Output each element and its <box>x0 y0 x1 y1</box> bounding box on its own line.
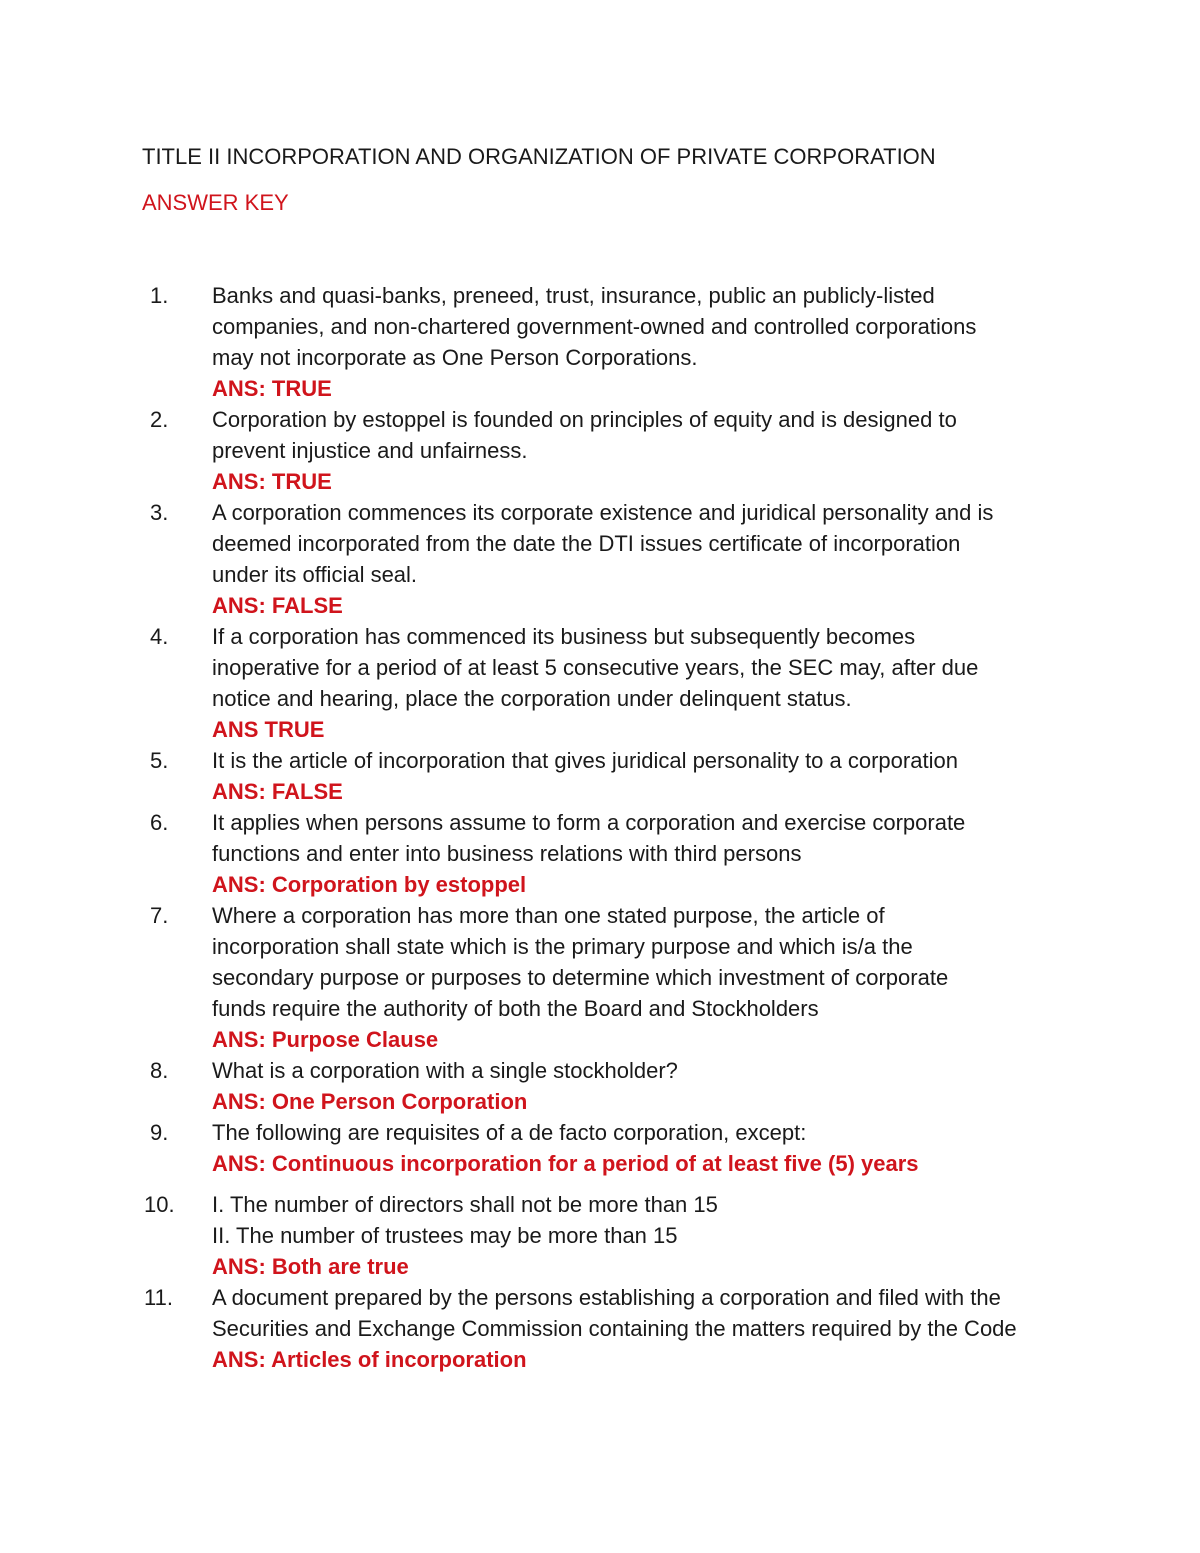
question-line: It applies when persons assume to form a corporation and exercise corporate <box>212 810 966 835</box>
question-text <box>212 404 1100 466</box>
question-number: 6. <box>150 810 169 835</box>
answer-text: ANS: One Person Corporation <box>212 1089 528 1114</box>
question-item-5 <box>0 745 1200 807</box>
question-item-6 <box>0 807 1200 900</box>
question-line: Banks and quasi-banks, preneed, trust, insurance, public an publicly-listed <box>212 283 935 308</box>
answer-text: ANS: Articles of incorporation <box>212 1347 527 1372</box>
answer-text: ANS: FALSE <box>212 779 343 804</box>
question-line: deemed incorporated from the date the DTI issues certificate of incorporation <box>212 531 961 556</box>
question-line: prevent injustice and unfairness. <box>212 438 528 463</box>
answer-text: ANS: Continuous incorporation for a period of at least five (5) years <box>212 1151 919 1176</box>
question-number: 4. <box>150 624 169 649</box>
question-text <box>212 1117 1100 1148</box>
question-number: 9. <box>150 1120 169 1145</box>
question-text <box>212 1055 1100 1086</box>
question-item-1 <box>0 280 1200 404</box>
question-number: 11. <box>144 1285 173 1310</box>
question-number: 5. <box>150 748 169 773</box>
question-line: What is a corporation with a single stockholder? <box>212 1058 678 1083</box>
answer-text: ANS: Purpose Clause <box>212 1027 439 1052</box>
document-title: TITLE II INCORPORATION AND ORGANIZATION OF PRIVATE CORPORATION <box>142 144 936 169</box>
question-text <box>212 900 1100 1024</box>
answer-text: ANS: TRUE <box>212 376 332 401</box>
question-item-2 <box>0 404 1200 497</box>
answer-text: ANS: Both are true <box>212 1254 409 1279</box>
question-line: Corporation by estoppel is founded on principles of equity and is designed to <box>212 407 957 432</box>
question-text <box>212 745 1100 776</box>
question-line: under its official seal. <box>212 562 418 587</box>
answer-text: ANS: FALSE <box>212 593 343 618</box>
question-item-11 <box>0 1282 1200 1375</box>
question-item-7 <box>0 900 1200 1055</box>
answer-key-heading: ANSWER KEY <box>142 190 289 215</box>
question-line: I. The number of directors shall not be more than 15 <box>212 1192 718 1217</box>
question-number: 1. <box>150 283 169 308</box>
question-line: It is the article of incorporation that gives juridical personality to a corporation <box>212 748 958 773</box>
question-list <box>0 280 1200 1375</box>
question-line: II. The number of trustees may be more than 15 <box>212 1223 678 1248</box>
question-line: notice and hearing, place the corporation under delinquent status. <box>212 686 852 711</box>
question-line: Where a corporation has more than one stated purpose, the article of <box>212 903 885 928</box>
question-line: funds require the authority of both the Board and Stockholders <box>212 996 819 1021</box>
question-line: companies, and non-chartered government-owned and controlled corporations <box>212 314 977 339</box>
answer-text: ANS: TRUE <box>212 469 332 494</box>
question-number: 8. <box>150 1058 169 1083</box>
question-text <box>212 497 1100 590</box>
question-text <box>212 280 1100 373</box>
question-line: If a corporation has commenced its business but subsequently becomes <box>212 624 916 649</box>
question-item-10 <box>0 1189 1200 1282</box>
question-line: secondary purpose or purposes to determine which investment of corporate <box>212 965 949 990</box>
question-text <box>212 621 1100 714</box>
question-number: 3. <box>150 500 169 525</box>
answer-text: ANS: Corporation by estoppel <box>212 872 527 897</box>
question-line: A corporation commences its corporate existence and juridical personality and is <box>212 500 994 525</box>
question-item-8 <box>0 1055 1200 1117</box>
question-line: The following are requisites of a de facto corporation, except: <box>212 1120 807 1145</box>
question-number: 2. <box>150 407 169 432</box>
question-line: A document prepared by the persons establishing a corporation and filed with the <box>212 1285 1001 1310</box>
question-line: inoperative for a period of at least 5 consecutive years, the SEC may, after due <box>212 655 979 680</box>
question-item-9 <box>0 1117 1200 1179</box>
question-line: Securities and Exchange Commission containing the matters required by the Code <box>212 1316 1017 1341</box>
question-text <box>212 1189 1100 1251</box>
question-number: 7. <box>150 903 169 928</box>
question-line: functions and enter into business relations with third persons <box>212 841 802 866</box>
question-text <box>212 1282 1100 1344</box>
question-line: may not incorporate as One Person Corporations. <box>212 345 698 370</box>
question-item-4 <box>0 621 1200 745</box>
question-number: 10. <box>144 1192 175 1217</box>
question-item-3 <box>0 497 1200 621</box>
question-line: incorporation shall state which is the primary purpose and which is/a the <box>212 934 913 959</box>
question-text <box>212 807 1100 869</box>
answer-text: ANS TRUE <box>212 717 325 742</box>
